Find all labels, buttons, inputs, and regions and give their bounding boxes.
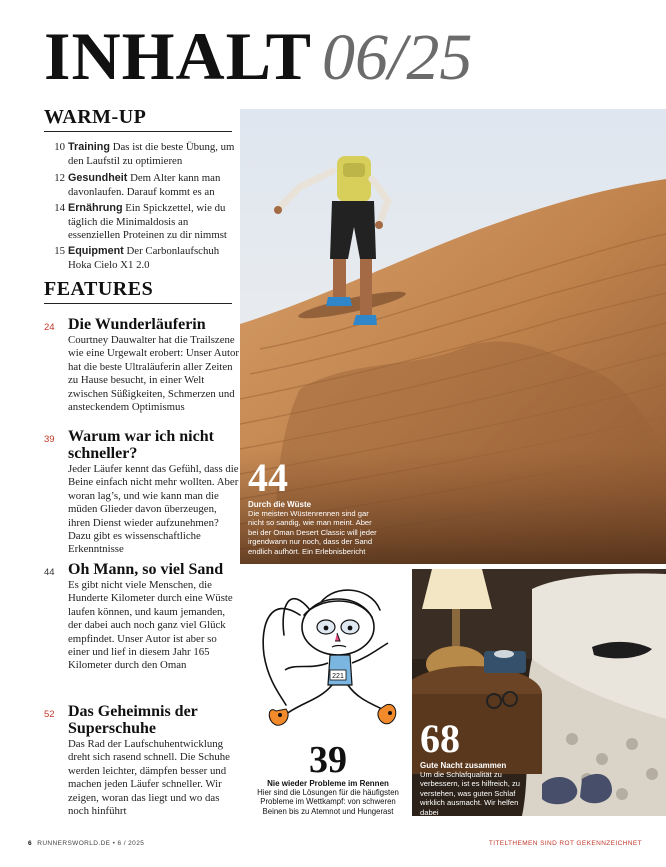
warmup-page: 14 <box>54 202 65 214</box>
footer-page-number: 6 <box>28 840 33 847</box>
warmup-title: Ernährung <box>68 202 123 214</box>
footer-date: 6 / 2025 <box>117 840 145 847</box>
features-rule <box>44 303 232 304</box>
warmup-title: Training <box>68 141 110 153</box>
footer-separator: • <box>112 840 116 847</box>
feature-text: Das Rad der Laufschuhentwicklung dreht sich rasend schnell. Die Schuhe werden leichter, dämpfen besser und machen jeden Läufer schneller. Wir zeigen, woran das liegt und wo das noch hinführt <box>68 738 230 818</box>
desert-feature-overlay <box>248 455 383 556</box>
warmup-text: Dem Alter kann man davonlaufen. Darauf kommt es an <box>68 172 221 198</box>
feature-page: 52 <box>44 709 55 720</box>
title-inhalt: INHALT <box>44 18 313 94</box>
cartoon-image <box>240 575 410 740</box>
feature-entry-superschuhe[interactable] <box>44 703 239 818</box>
desert-feature-title: Durch die Wüste <box>248 500 312 509</box>
warmup-text: Das ist die beste Übung, um den Laufstil zu optimieren <box>68 141 235 167</box>
feature-title: Das Geheimnis der Superschuhe <box>68 703 198 737</box>
sleep-feature-overlay <box>420 716 525 816</box>
feature-text: Jeder Läufer kennt das Gefühl, dass die Beine einfach nicht mehr wollten. Aber woran lag’s, und wie kann man die müden Glieder davon überzeugen, ihren Dienst wieder aufzunehmen? Dazu gibt es wissenschaftliche Erkenntnisse <box>68 463 239 556</box>
warmup-page: 10 <box>54 141 65 153</box>
warmup-page: 15 <box>54 245 65 257</box>
page-title <box>44 18 473 94</box>
feature-title: Oh Mann, so viel Sand <box>68 561 224 578</box>
desert-feature-text: Die meisten Wüstenrennen sind gar nicht so sandig, wie man meint. Aber bei der Oman Desert Classic will jeder irgendwann nur noch, dass der Sand endlich aufhört. Ein Erlebnisbericht <box>248 509 377 556</box>
illus-feature-title: Nie wieder Probleme im Rennen <box>267 779 389 788</box>
feature-page: 39 <box>44 434 55 445</box>
warmup-entry-equipment[interactable] <box>44 245 239 272</box>
footer-publication <box>28 840 144 847</box>
desert-runner-photo[interactable] <box>240 109 666 564</box>
feature-page: 44 <box>44 567 55 578</box>
feature-page: 24 <box>44 322 55 333</box>
illus-feature-page: 39 <box>309 739 347 781</box>
feature-title: Warum war ich nicht schneller? <box>68 428 214 462</box>
feature-entry-wunderlaeuferin[interactable] <box>44 316 239 414</box>
warmup-title: Equipment <box>68 245 124 257</box>
warmup-rule <box>44 131 232 132</box>
issue-number: 06/25 <box>322 21 473 94</box>
warmup-entry-gesundheit[interactable] <box>44 172 239 199</box>
features-heading: FEATURES <box>44 278 154 300</box>
footer-note: TITELTHEMEN SIND ROT GEKENNZEICHNET <box>488 840 642 847</box>
illus-feature-text: Hier sind die Lösungen für die häufigsten Probleme im Wettkampf: von schweren Beinen bis zu Atemnot und Hungerast <box>257 788 399 816</box>
warmup-page: 12 <box>54 172 65 184</box>
feature-title: Die Wunderläuferin <box>68 316 206 333</box>
footer-site: RUNNERSWORLD.DE <box>37 840 111 847</box>
warmup-heading: WARM-UP <box>44 106 147 128</box>
illus-feature-caption <box>248 741 408 816</box>
bib-number: 221 <box>332 673 344 680</box>
bedroom-photo[interactable] <box>412 569 666 816</box>
sleep-feature-title: Gute Nacht zusammen <box>420 761 507 770</box>
warmup-title: Gesundheit <box>68 172 128 184</box>
warmup-entry-ernaehrung[interactable] <box>44 202 239 243</box>
feature-text: Es gibt nicht viele Menschen, die Hunderte Kilometer durch eine Wüste laufen können, und kaum jemanden, der dabei auch noch ganz viel Glück empfindet. Unser Autor ist aber so einer und lief in diesem Jahr 165 Kilometer durch den Oman <box>68 579 233 672</box>
feature-entry-schneller[interactable] <box>44 428 239 557</box>
warmup-entry-training[interactable] <box>44 141 239 168</box>
warmup-text: Der Carbonlaufschuh Hoka Cielo X1 2.0 <box>68 245 220 271</box>
warmup-text: Ein Spickzettel, wie du täglich die Minimaldosis an essenziellen Proteinen zu dir nimmst <box>68 202 227 242</box>
feature-entry-sand[interactable] <box>44 561 239 673</box>
feature-text: Courtney Dauwalter hat die Trailszene wie eine Urgewalt erobert: Unser Autor hat die beste Ultraläuferin aller Zeiten zu Hause besucht, in einer Welt zwischen Süßigkeiten, Schmerzen und ansteckendem Optimismus <box>68 334 239 414</box>
desert-feature-page: 44 <box>248 455 288 500</box>
sleep-feature-text: Um die Schlafqualität zu verbessern, ist es hilfreich, zu verstehen, was guten Schlaf wirklich ausmacht. Wir helfen dabei <box>420 770 521 816</box>
sleep-feature-page: 68 <box>420 716 460 761</box>
